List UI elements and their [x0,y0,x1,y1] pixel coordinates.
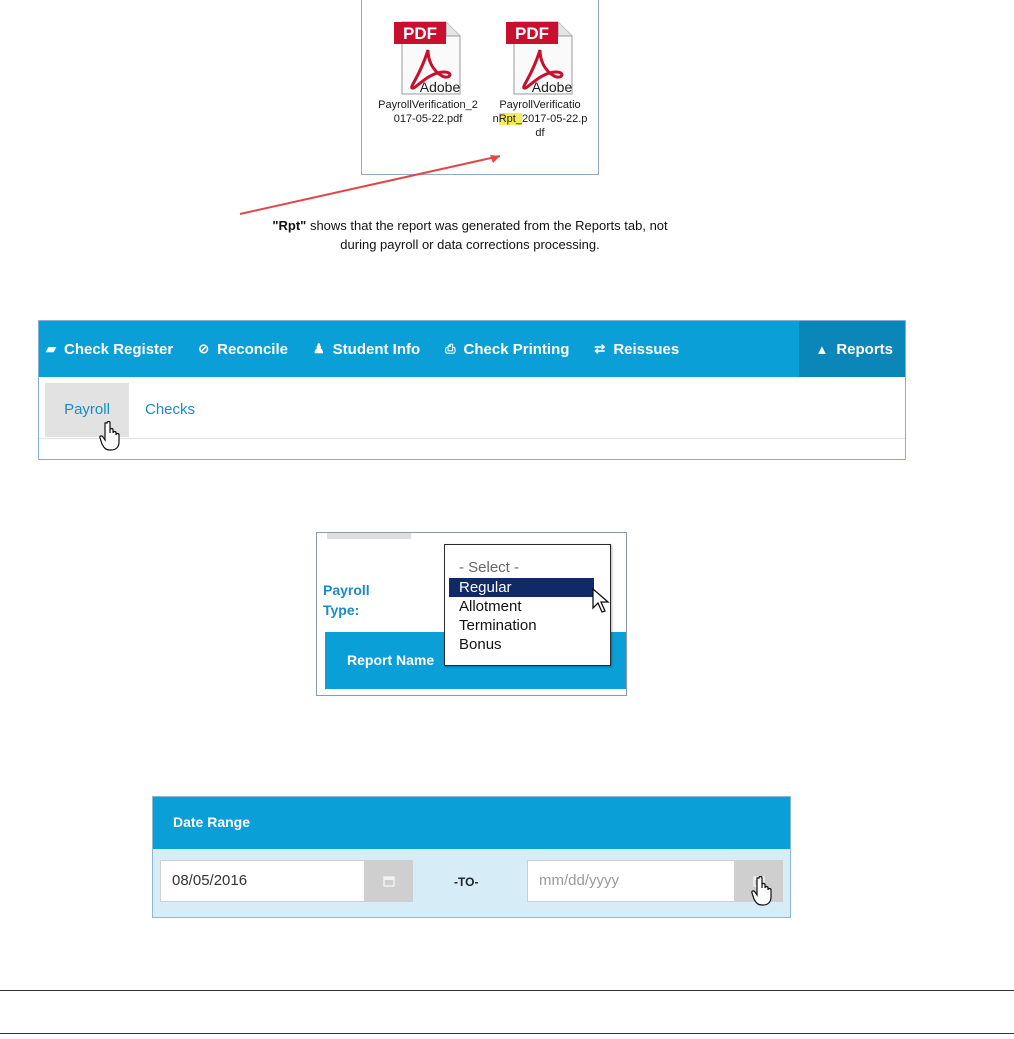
divider [0,1033,1014,1034]
tab-payroll[interactable]: Payroll [45,383,129,437]
divider [0,990,1014,991]
sub-nav-bar [39,378,905,439]
from-calendar-button[interactable] [365,860,413,902]
user-icon: ♟ [313,341,325,356]
nav-reports[interactable] [799,321,905,377]
calendar-icon [383,875,395,887]
rpt-highlight: Rpt_ [498,113,522,125]
area-chart-icon: ▲ [815,341,829,357]
book-icon: ▰ [46,341,56,356]
nav-label: Reissues [613,340,680,358]
date-range-panel [152,796,791,918]
nav-label: Reconcile [217,340,288,358]
nav-label: Check Register [64,340,174,358]
hand-pointer-icon [751,876,775,906]
payroll-type-dropdown[interactable] [444,544,611,666]
option-regular[interactable]: Regular [449,578,594,597]
payroll-type-label: Payroll Type: [323,582,370,618]
option-bonus[interactable]: Bonus [459,636,502,653]
payroll-type-panel [316,532,627,696]
pdf-file-name: PayrollVerificatio nRpt_2017-05-22.pdf [492,99,588,139]
check-circle-icon: ⊘ [198,341,210,356]
pdf-file-2[interactable] [490,20,590,140]
tab-checks[interactable]: Checks [145,401,196,418]
option-select[interactable]: - Select - [459,559,520,576]
svg-text:PDF: PDF [403,24,437,43]
nav-student-info[interactable] [306,321,438,377]
nav-label: Check Printing [463,340,570,358]
nav-reissues[interactable] [587,321,697,377]
svg-text:Adobe: Adobe [531,79,573,95]
pdf-file-name: PayrollVerification_2017-05-22.pdf [378,99,478,125]
pdf-file-1[interactable] [378,20,478,126]
top-nav-bar [39,321,905,377]
to-separator: -TO- [454,875,479,889]
reports-nav-panel [38,320,906,460]
pdf-file-icon [388,20,468,96]
date-range-header [153,797,790,849]
from-date-input[interactable]: 08/05/2016 [160,860,365,902]
hand-pointer-icon [99,421,123,451]
nav-label: Student Info [332,340,421,358]
report-name-header: Report Name [347,652,435,668]
date-range-title: Date Range [173,814,251,830]
nav-check-register[interactable] [39,321,191,377]
nav-check-printing[interactable] [438,321,587,377]
mouse-cursor-icon [592,588,610,614]
annotation-callout: "Rpt" shows that the report was generated from the Reports tab, not during payroll or data corrections processing. [272,218,668,252]
file-explorer-panel [361,0,599,175]
svg-text:Adobe: Adobe [419,79,461,95]
printer-icon: ⎙ [445,341,456,356]
tab-fragment [327,533,411,539]
svg-text:PDF: PDF [515,24,549,43]
option-allotment[interactable]: Allotment [459,598,522,615]
nav-label: Reports [836,340,893,358]
pdf-file-icon [500,20,580,96]
to-date-input[interactable]: mm/dd/yyyy [527,860,735,902]
retweet-icon: ⇄ [594,341,606,356]
option-termination[interactable]: Termination [459,617,537,634]
nav-reconcile[interactable] [191,321,306,377]
